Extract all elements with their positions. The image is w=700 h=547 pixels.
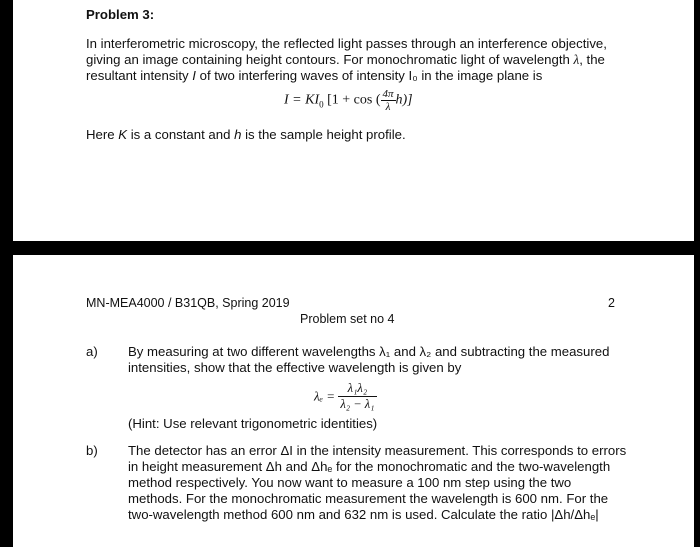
part-b-line-1: The detector has an error ΔI in the intensity measurement. This corresponds to errors — [128, 443, 627, 458]
intensity-subscript: ₀ — [412, 68, 418, 83]
equation-fraction — [381, 88, 396, 113]
part-a-line-2: intensities, show that the effective wavelength is given by — [128, 360, 462, 375]
problem-title: Problem 3: — [86, 7, 155, 22]
equation-numerator: 4π — [382, 88, 394, 100]
intro-line-2-tail: , the — [579, 52, 605, 67]
part-a-line-1: By measuring at two different wavelengths λ₁ and λ₂ and subtracting the measured — [128, 344, 610, 359]
part-a-hint: (Hint: Use relevant trigonometric identities) — [128, 416, 378, 431]
part-a-label: a) — [86, 344, 98, 359]
part-b-line-5: two-wavelength method 600 nm and 632 nm is used. Calculate the ratio |Δh/Δhₑ| — [128, 507, 599, 522]
definition-text-a: Here — [86, 127, 119, 142]
page-number: 2 — [608, 296, 615, 310]
equation-lhs: I = KI — [284, 92, 320, 108]
equation-tail: h)] — [395, 92, 413, 108]
page-separator — [0, 241, 700, 255]
part-b-line-2: in height measurement Δh and Δhₑ for the monochromatic and the two-wavelength — [128, 459, 611, 474]
k-symbol: K — [118, 127, 128, 142]
equation-subscript: 0 — [319, 99, 324, 110]
definition-text-c: is a constant and — [127, 127, 235, 142]
effective-wavelength-numerator: λ₁λ₂ — [338, 381, 376, 397]
left-border — [0, 0, 13, 547]
intensity-equation — [284, 88, 413, 115]
intro-line-3-tail: in the image plane is — [417, 68, 543, 83]
intro-line-3-text: resultant intensity — [86, 68, 193, 83]
effective-wavelength-lhs: λₑ = — [314, 388, 336, 404]
effective-wavelength-denominator: λ₂ − λ₁ — [340, 397, 375, 411]
lambda-symbol: λ — [573, 52, 580, 67]
problem-set-subtitle: Problem set no 4 — [300, 312, 395, 326]
definition-text-e: is the sample height profile. — [241, 127, 406, 142]
part-b-line-3: method respectively. You now want to measure a 100 nm step using the two — [128, 475, 572, 490]
intro-line-2 — [86, 51, 605, 68]
definition-line — [86, 126, 406, 143]
equation-denominator: λ — [385, 101, 391, 113]
intensity-symbol: I — [192, 68, 196, 83]
effective-wavelength-equation — [314, 381, 377, 412]
intro-line-3 — [86, 67, 542, 84]
right-border — [694, 0, 700, 547]
part-b-line-4: methods. For the monochromatic measurement the wavelength is 600 nm. For the — [128, 491, 609, 506]
intro-line-1: In interferometric microscopy, the reflected light passes through an interference objective, — [86, 36, 607, 51]
effective-wavelength-fraction — [338, 381, 376, 412]
intro-line-2-text: giving an image containing height contours. For monochromatic light of wavelength — [86, 52, 574, 67]
equation-bracket: [1 + cos ( — [327, 92, 381, 108]
part-b-label: b) — [86, 443, 98, 458]
course-header: MN-MEA4000 / B31QB, Spring 2019 — [86, 296, 290, 310]
intro-line-3-mid: of two interfering waves of intensity I — [195, 68, 413, 83]
h-symbol: h — [234, 127, 242, 142]
